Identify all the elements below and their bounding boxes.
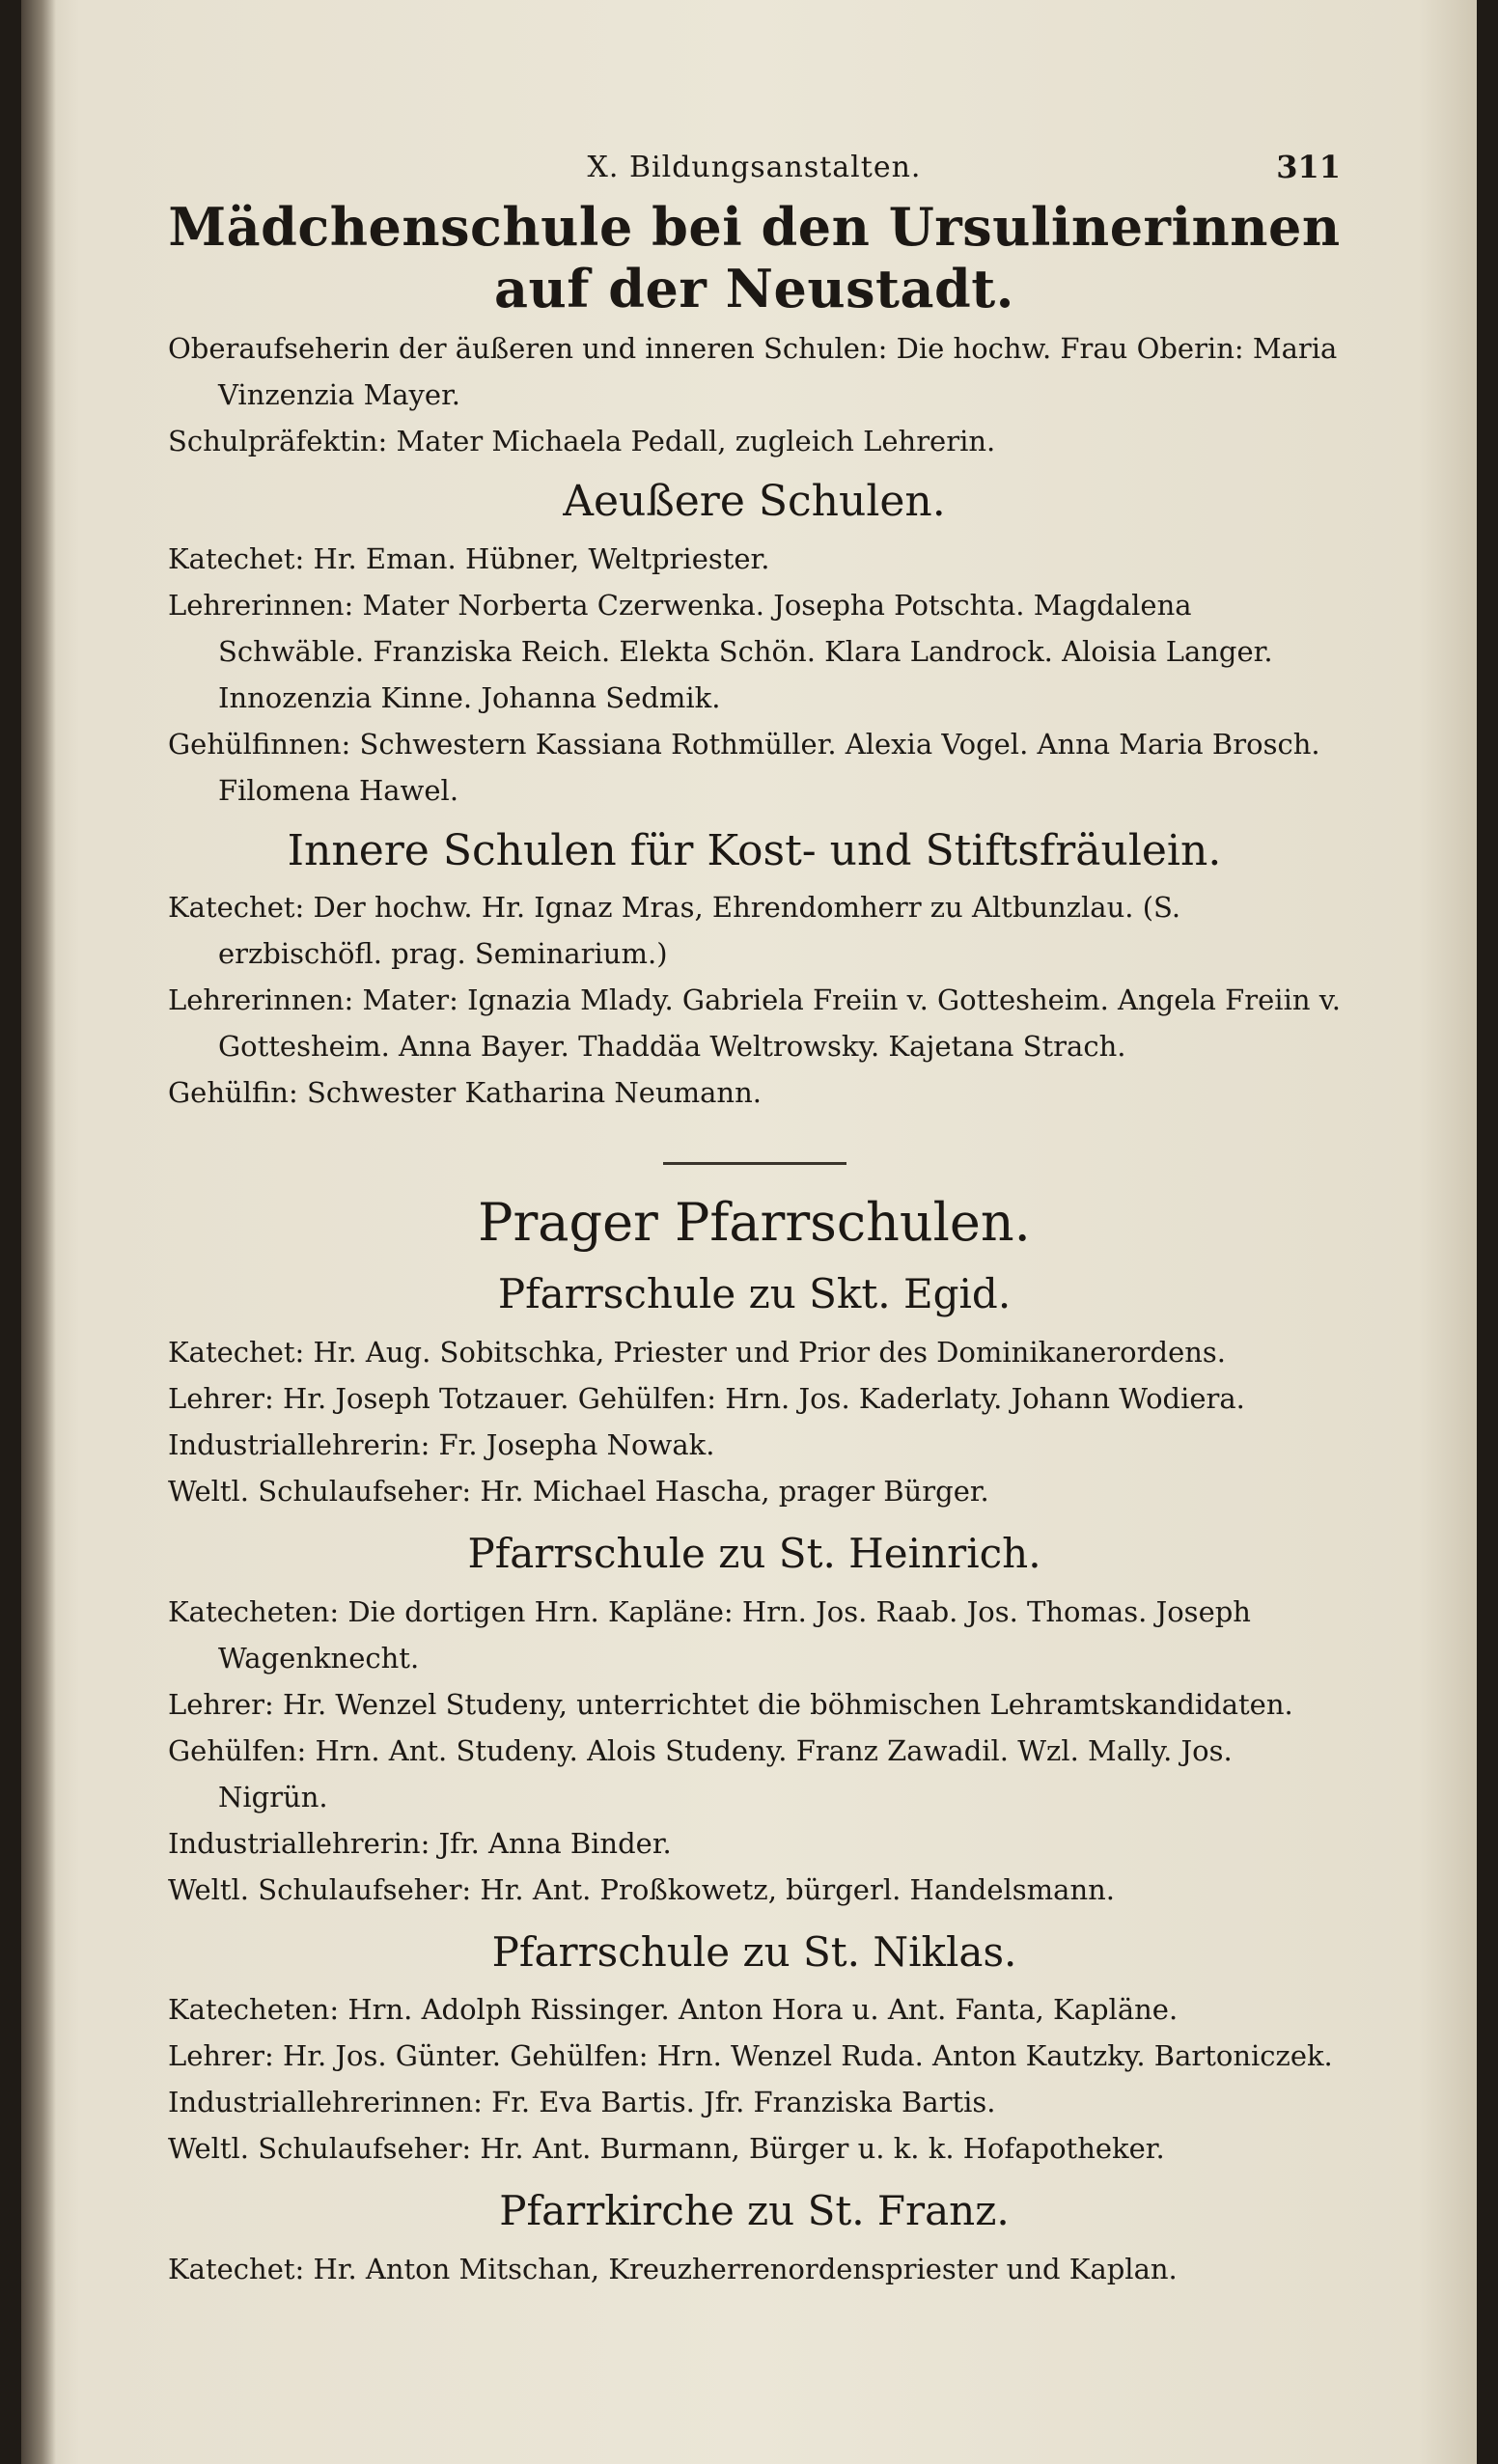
entry: Weltl. Schulaufseher: Hr. Ant. Burmann, Bürger u. k. k. Hofapotheker. bbox=[168, 2132, 1165, 2166]
page-content bbox=[168, 145, 1341, 2292]
school-heading-niklas: Pfarrschule zu St. Niklas. bbox=[491, 1927, 1017, 1976]
section-divider bbox=[663, 1162, 846, 1165]
entry: Katechet: Hr. Anton Mitschan, Kreuzherrenordenspriester und Kaplan. bbox=[168, 2252, 1178, 2285]
entry: Lehrer: Hr. Wenzel Studeny, unterrichtet die böhmischen Lehramtskandidaten. bbox=[168, 1687, 1293, 1721]
entry: Industriallehrerin: Fr. Josepha Nowak. bbox=[168, 1427, 715, 1461]
entry: Industriallehrerinnen: Fr. Eva Bartis. Jfr. Franziska Bartis. bbox=[168, 2086, 996, 2119]
school-heading-egid: Pfarrschule zu Skt. Egid. bbox=[497, 1270, 1012, 1318]
section-heading-innere: Innere Schulen für Kost- und Stiftsfräulein. bbox=[287, 825, 1222, 875]
entry: Katechet: Der hochw. Hr. Ignaz Mras, Ehrendomherr zu Altbunzlau. (S. erzbischöfl. prag. Seminarium.) bbox=[168, 890, 1181, 970]
section-heading-ursulinen: Mädchenschule bei den Ursulinerinnen auf der Neustadt. bbox=[168, 196, 1341, 319]
entry: Schulpräfektin: Mater Michaela Pedall, zugleich Lehrerin. bbox=[168, 425, 996, 458]
school-heading-franz: Pfarrkirche zu St. Franz. bbox=[499, 2187, 1010, 2235]
entry: Katecheten: Hrn. Adolph Rissinger. Anton Hora u. Ant. Fanta, Kapläne. bbox=[168, 1993, 1179, 2027]
pfarrschulen-heading: Prager Pfarrschulen. bbox=[478, 1191, 1031, 1253]
entry: Weltl. Schulaufseher: Hr. Michael Hascha, prager Bürger. bbox=[168, 1474, 989, 1508]
entry: Gehülfin: Schwester Katharina Neumann. bbox=[168, 1075, 762, 1109]
entry: Katecheten: Die dortigen Hrn. Kapläne: Hrn. Jos. Raab. Jos. Thomas. Joseph Wagenknecht. bbox=[168, 1594, 1251, 1675]
section-heading-aeussere: Aeußere Schulen. bbox=[563, 477, 946, 527]
entry: Lehrerinnen: Mater Norberta Czerwenka. Josepha Potschta. Magdalena Schwäble. Franziska Reich. Elekta Schön. Klara Landrock. Aloisia Langer. Innozenzia Kinne. Johanna Sedmik. bbox=[168, 588, 1273, 714]
entry: Gehülfen: Hrn. Ant. Studeny. Alois Studeny. Franz Zawadil. Wzl. Mally. Jos. Nigrün. bbox=[168, 1733, 1233, 1813]
page-gutter bbox=[21, 0, 56, 2464]
entry: Oberaufseherin der äußeren und inneren Schulen: Die hochw. Frau Oberin: Maria Vinzenzia Mayer. bbox=[168, 332, 1338, 412]
entry: Weltl. Schulaufseher: Hr. Ant. Proßkowetz, bürgerl. Handelsmann. bbox=[168, 1872, 1116, 1906]
running-head-title: X. Bildungsanstalten. bbox=[587, 151, 922, 184]
entry: Gehülfinnen: Schwestern Kassiana Rothmüller. Alexia Vogel. Anna Maria Brosch. Filomena Hawel. bbox=[168, 727, 1320, 807]
running-head bbox=[168, 145, 1341, 197]
entry: Lehrer: Hr. Jos. Günter. Gehülfen: Hrn. Wenzel Ruda. Anton Kautzky. Bartoniczek. bbox=[168, 2039, 1333, 2073]
entry: Katechet: Hr. Eman. Hübner, Weltpriester. bbox=[168, 541, 770, 575]
book-page bbox=[21, 0, 1477, 2464]
school-heading-heinrich: Pfarrschule zu St. Heinrich. bbox=[467, 1529, 1041, 1577]
page-number: 311 bbox=[1276, 149, 1341, 185]
entry: Katechet: Hr. Aug. Sobitschka, Priester und Prior des Dominikanerordens. bbox=[168, 1335, 1227, 1369]
entry: Lehrer: Hr. Joseph Totzauer. Gehülfen: Hrn. Jos. Kaderlaty. Johann Wodiera. bbox=[168, 1381, 1245, 1415]
entry: Lehrerinnen: Mater: Ignazia Mlady. Gabriela Freiin v. Gottesheim. Angela Freiin v. Gottesheim. Anna Bayer. Thaddäa Weltrowsky. Kajetana Strach. bbox=[168, 983, 1341, 1063]
entry: Industriallehrerin: Jfr. Anna Binder. bbox=[168, 1826, 672, 1860]
